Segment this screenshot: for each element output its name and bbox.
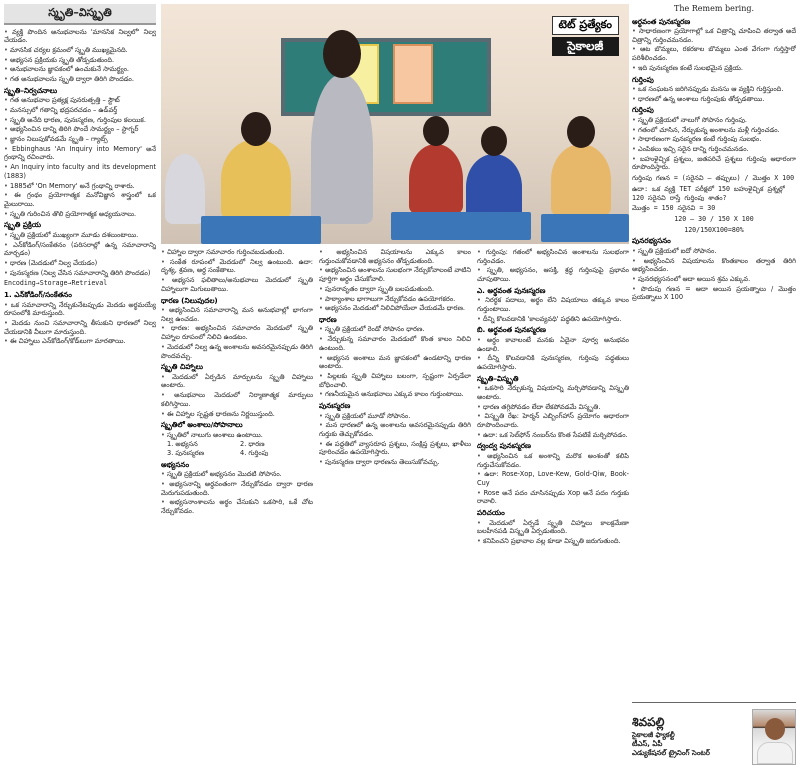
paragraph: • సంకేత రూపంలో మెదడులో నిల్వ ఉంటుంది. ఉదా: దృశ్య, శ్రవణ, అర్థ సంకేతాలు. bbox=[161, 258, 313, 275]
section-heading: 1. ఎన్‌కోడింగ్/సంకేతనం bbox=[4, 290, 72, 300]
middle-column-1 bbox=[161, 248, 313, 770]
paragraph: • పాఠ్యాంశాల భాగాలుగా నేర్చుకోవడం ఉపయోగకరం. bbox=[319, 295, 471, 304]
paragraph: • అనుభవాలను జ్ఞాపకంలో ఉంచుకునే సామర్థ్యం. bbox=[4, 65, 156, 74]
paragraph: • ఎంపికలు ఇచ్చి సరైన దాన్ని గుర్తించమనడం. bbox=[632, 145, 796, 154]
paragraph: • మెదడు నుంచి సమాచారాన్ని తీసుకుని ధారణలో నిల్వ చేయడానికి వీలుగా మారుస్తుంది. bbox=[4, 319, 156, 336]
paragraph: • ఈ చిహ్నాల స్పష్టత ధారణను నిర్ణయిస్తుంది. bbox=[161, 410, 313, 419]
paragraph: • స్మృతిలో నాలుగు అంశాలు ఉంటాయి. bbox=[161, 431, 313, 440]
section-heading: పరిచయం bbox=[477, 508, 505, 518]
paragraph: • ధారణ: అభ్యసించిన సమాచారం మెదడులో స్మృతి చిహ్నాల రూపంలో నిలిచి ఉండటం. bbox=[161, 324, 313, 341]
paragraph: • చిహ్నాల ద్వారా సమాచారం గుర్తించబడుతుంది. bbox=[161, 248, 313, 257]
paragraph: • స్మృతి గురించిన తొలి ప్రయోగాత్మక అధ్యయనాలు. bbox=[4, 210, 156, 219]
desk bbox=[201, 216, 321, 244]
paragraph: • మన ధారణలో ఉన్న అంశాలను అవసరమైనప్పుడు తిరిగి గుర్తుకు తెచ్చుకోవడం. bbox=[319, 421, 471, 438]
paragraph: • మెదడులో ఏర్పడే స్మృతి చిహ్నాలు కాలక్రమేణా బలహీనపడి విస్మృతి ఏర్పడుతుంది. bbox=[477, 519, 629, 536]
author-role: సైకాలజీ ఫ్యాకల్టీ bbox=[632, 730, 675, 739]
section-heading: ద్వంద్వ పునఃస్మరణ bbox=[477, 441, 531, 451]
paragraph: • పొదుపు గణన = ఆదా అయిన ప్రయత్నాలు / మొత్తం ప్రయత్నాలు X 100 bbox=[632, 285, 796, 302]
section-heading: స్మృతి చిహ్నాలు bbox=[161, 362, 204, 372]
paragraph: • అభ్యసించిన విషయాలను ఎక్కువ కాలం గుర్తుంచుకోవడానికి అభ్యసనం తోడ్పడుతుంది. bbox=[319, 248, 471, 265]
student-head bbox=[241, 112, 271, 146]
definitions-list bbox=[4, 96, 156, 218]
paragraph: • ఎన్‌కోడింగ్/సంకేతనం (పరిసరాల్లో ఉన్న సమాచారాన్ని మార్చడం) bbox=[4, 241, 156, 258]
student-figure bbox=[409, 144, 463, 214]
paragraph: • ఉదా: ఒక సెల్‌ఫోన్ నంబర్‌ను కొంత సేపటికే మర్చిపోవడం. bbox=[477, 431, 629, 440]
paragraph: • దీన్ని కొలవడానికి పునఃస్మరణ, గుర్తింపు పద్ధతులు ఉపయోగిస్తారు. bbox=[477, 354, 629, 371]
formula-line: 120/150X100=80% bbox=[684, 225, 744, 234]
section-heading: ధారణ bbox=[319, 314, 337, 324]
paragraph: • ఈ గ్రంథం ప్రయోగాత్మక మనోవిజ్ఞాన శాస్త్రంలో ఒక మైలురాయి. bbox=[4, 191, 156, 208]
step-item: 2. ధారణ bbox=[240, 440, 265, 449]
formula-line: ఉదా: ఒక వ్యక్తి TET పరీక్షలో 150 బహుళైచ్ఛిక ప్రశ్నల్లో 120 సరైనవి రాస్తే గుర్తింపు శాతం? bbox=[632, 184, 785, 202]
paragraph: • మెదడులో ఏర్పడిన మార్పులను స్మృతి చిహ్నాలు అంటారు. bbox=[161, 373, 313, 390]
topic-tag bbox=[552, 16, 620, 56]
encoding-list bbox=[4, 301, 156, 347]
paragraph: • సాధారణంగా పునఃస్మరణ కంటే గుర్తింపు సులభం. bbox=[632, 135, 796, 144]
paragraph: • నేర్చుకున్న సమాచారం మెదడులో కొంత కాలం నిలిచి ఉంటుంది. bbox=[319, 335, 471, 352]
classroom-photo bbox=[161, 4, 629, 244]
middle-column-3 bbox=[477, 248, 629, 770]
step-item: 4. గుర్తింపు bbox=[240, 449, 269, 458]
section-heading: స్మృతి ప్రక్రియ bbox=[4, 220, 42, 230]
paragraph: • పునరావృతం ద్వారా స్మృతి బలపడుతుంది. bbox=[319, 285, 471, 294]
process-list bbox=[4, 231, 156, 278]
paragraph: • ధారణలో ఉన్న అంశాలు గుర్తింపుకు తోడ్పడతాయి. bbox=[632, 95, 796, 104]
author-shirt bbox=[757, 742, 793, 764]
paragraph: • పునరభ్యసనంలో ఆదా అయిన శ్రమ ఎక్కువ. bbox=[632, 275, 796, 284]
paragraph: • స్మృతి ప్రక్రియలో ముఖ్యంగా మూడు దశలుంటాయి. bbox=[4, 231, 156, 240]
section-heading: బి. అర్థవంత పునఃస్మరణ bbox=[477, 325, 546, 335]
paragraph: • Ebbinghaus 'An Inquiry into Memory' అనే గ్రంథాన్ని రచించారు. bbox=[4, 145, 156, 162]
paragraph: • ఒకసారి నేర్చుకున్న విషయాన్ని మర్చిపోవడాన్ని విస్మృతి అంటారు. bbox=[477, 384, 629, 401]
paragraph: • గతంలో చూసిన, నేర్చుకున్న అంశాలను మళ్లీ గుర్తించడం. bbox=[632, 126, 796, 135]
paragraph: • అభ్యసనాన్ని అర్థవంతంగా నేర్చుకోవడం ద్వారా ధారణ మెరుగుపడుతుంది. bbox=[161, 480, 313, 497]
paragraph: • అర్థం కావాలంటే మనకు ఏదైనా పూర్వ అనుభవం ఉండాలి. bbox=[477, 336, 629, 353]
author-name: శివపల్లి bbox=[632, 714, 665, 729]
paragraph: • బహుళైచ్ఛిక ప్రశ్నలు, జతపరిచే ప్రశ్నలు గుర్తింపు ఆధారంగా రూపొందిస్తారు. bbox=[632, 155, 796, 172]
section-heading: స్మృతి–విస్మృతి bbox=[477, 373, 519, 383]
paragraph: • అభ్యసనాంశాలను అర్థం చేసుకుని ఒకసారి, ఒకే చోట నేర్చుకోవడం. bbox=[161, 498, 313, 515]
section-heading: స్మృతి–నిర్వచనాలు bbox=[4, 85, 58, 95]
process-formula: Encoding→Storage→Retrieval bbox=[4, 279, 108, 288]
paragraph: • దీన్ని కొలవడానికి 'కాలవ్యవధి' పద్ధతిని ఉపయోగిస్తారు. bbox=[477, 315, 629, 324]
author-info bbox=[632, 715, 748, 758]
paragraph: • కనిపించని ప్రభావాల వల్ల కూడా విస్మృతి జరుగుతుంది. bbox=[477, 537, 629, 546]
middle-columns bbox=[161, 248, 629, 770]
right-column bbox=[632, 4, 796, 770]
paragraph: • అభ్యసించిన విషయాలను కొంతకాలం తర్వాత తిరిగి అభ్యసించడం. bbox=[632, 257, 796, 274]
teacher-head bbox=[323, 30, 361, 78]
teacher-figure bbox=[311, 74, 373, 224]
paragraph: • ఈ పద్ధతిలో వ్యాసరూప ప్రశ్నలు, సంక్షిప్త ప్రశ్నలు, ఖాళీలు పూరించడం ఉపయోగిస్తారు. bbox=[319, 440, 471, 457]
paragraph: • వ్యక్తి పొందిన అనుభవాలను 'మానసిక నిల్వలో' నిల్వ చేయడం. bbox=[4, 28, 156, 45]
masthead-text: The Remem bering. bbox=[673, 4, 755, 13]
student-figure bbox=[466, 154, 522, 220]
paragraph: • 1885లో 'On Memory' అనే గ్రంథాన్ని రాశారు. bbox=[4, 182, 156, 191]
paragraph: • ఒక సంఘటన జరిగినప్పుడు మనసు ఆ వ్యక్తిని గుర్తిస్తుంది. bbox=[632, 85, 796, 94]
paragraph: • మెదడులో నిల్వ ఉన్న అంశాలను అవసరమైనప్పుడు తిరిగి పొందవచ్చు. bbox=[161, 343, 313, 360]
paragraph: • స్మృతి ప్రక్రియలో అభ్యసనం మొదటి సోపానం. bbox=[161, 470, 313, 479]
paragraph: • ఒక సమాచారాన్ని నేర్చుకునేటప్పుడు మెదడు అర్థమయ్యే రూపంలోకి మారుస్తుంది. bbox=[4, 301, 156, 318]
section-heading: గుర్తింపు bbox=[632, 105, 654, 115]
steps-list bbox=[167, 440, 313, 457]
paragraph: • An Inquiry into faculty and its development (1883) bbox=[4, 163, 156, 180]
author-photo bbox=[752, 709, 796, 765]
paragraph: • అభ్యసన అంశాలు మన జ్ఞాపకంలో ఉండటాన్ని ధారణ అంటారు. bbox=[319, 354, 471, 371]
step-item: 1. అభ్యసన bbox=[167, 440, 198, 449]
step-item: 3. పునఃస్మరణ bbox=[167, 449, 205, 458]
paragraph: • ఉదా: Rose-Xop, Love-Kew, Gold-Qiw, Book-Cuy bbox=[477, 470, 629, 487]
paragraph: • అభ్యసన ఫలితాలు/అనుభవాలు మెదడులో స్మృతి చిహ్నాలుగా మిగులుతాయి. bbox=[161, 276, 313, 293]
paragraph: • మానసిక చర్యల క్రమంలో స్మృతి ముఖ్యమైనది. bbox=[4, 46, 156, 55]
paragraph: • అభ్యసించిన సమాచారాన్ని మన అనుభవాల్లో భాగంగా నిల్వ ఉంచడం. bbox=[161, 306, 313, 323]
section-heading: స్మృతిలో అంశాలు/సోపానాలు bbox=[161, 420, 243, 430]
intro-list bbox=[4, 28, 156, 84]
student-head bbox=[567, 116, 595, 148]
tag-subject: సైకాలజీ bbox=[552, 37, 620, 57]
paragraph: • అనుభవాలు మెదడులో నిర్మాణాత్మక మార్పులు కలిగిస్తాయి. bbox=[161, 391, 313, 408]
paragraph: • స్మృతి అనేది ధారణ, పునఃస్మరణ, గుర్తింపుల కలయిక. bbox=[4, 116, 156, 125]
paragraph: • స్మృతి ప్రక్రియలో మూడో సోపానం. bbox=[319, 412, 471, 421]
paragraph: • స్మృతి ప్రక్రియలో నాలుగో సోపానం గుర్తింపు. bbox=[632, 116, 796, 125]
student-figure bbox=[221, 139, 291, 219]
blackboard bbox=[281, 38, 491, 116]
paragraph: • పిల్లలకు స్మృతి చిహ్నాలు బలంగా, స్పష్టంగా ఏర్పడేలా బోధించాలి. bbox=[319, 372, 471, 389]
student-figure bbox=[551, 144, 611, 216]
left-column bbox=[4, 4, 156, 770]
paragraph: • గుర్తింపు: గతంలో అభ్యసించిన అంశాలను సులభంగా గుర్తించడం. bbox=[477, 248, 629, 265]
paragraph: • ఈ చిహ్నాలు ఎన్‌కోడింగ్/కోడ్‌లుగా మారతాయి. bbox=[4, 337, 156, 346]
middle-column-2 bbox=[319, 248, 471, 770]
paragraph: • ధారణ (మెదడులో నిల్వ చేయడం) bbox=[4, 259, 156, 268]
section-heading: పునఃస్మరణ bbox=[319, 401, 351, 411]
paragraph: • అభ్యసన ప్రక్రియకు స్మృతి తోడ్పడుతుంది. bbox=[4, 56, 156, 65]
author-box bbox=[632, 702, 796, 770]
author-face bbox=[765, 718, 785, 740]
formula-line: మొత్తం = 150 సరైనవి = 30 bbox=[632, 204, 716, 213]
paragraph: • స్మృతి ప్రక్రియలో ఐదో సోపానం. bbox=[632, 247, 796, 256]
tag-special: టెట్ ప్రత్యేకం bbox=[552, 16, 620, 35]
paragraph: • సాధారణంగా ప్రయోగాల్లో ఒక చిత్రాన్ని చూపించి తర్వాత అదే చిత్రాన్ని గుర్తించమనడం. bbox=[632, 27, 796, 44]
student-head bbox=[423, 116, 449, 146]
paragraph: • అభ్యసనం మెదడులో నిలిచిపోయేలా చేయడమే ధారణ. bbox=[319, 304, 471, 313]
paragraph: • పునఃస్మరణ ద్వారా ధారణను తెలుసుకోవచ్చు. bbox=[319, 458, 471, 467]
paragraph: • గత అనుభవాలను స్మృతి ద్వారా తిరిగి పొందడం. bbox=[4, 75, 156, 84]
paragraph: • ధారణ తగ్గిపోవడం లేదా లేకపోవడమే విస్మృతి. bbox=[477, 403, 629, 412]
section-heading: పునరభ్యసనం bbox=[632, 236, 671, 246]
paragraph: • అభ్యసించిన అంశాలను సులభంగా నేర్చుకోవాలంటే వాటిని పూర్తిగా అర్థం చేసుకోవాలి. bbox=[319, 266, 471, 283]
section-heading: ధారణ (నిలుపుదల) bbox=[161, 295, 218, 305]
paragraph: • అభ్యసించిన దాన్ని తిరిగి పొందే సామర్థ్యం – స్టాగ్నర్ bbox=[4, 125, 156, 134]
paragraph: • స్మృతి, అభ్యసనం, ఆసక్తి, శ్రద్ధ గుర్తింపుపై ప్రభావం చూపుతాయి. bbox=[477, 266, 629, 283]
poster bbox=[393, 44, 433, 104]
paragraph: • స్మృతి ప్రక్రియలో రెండో సోపానం ధారణ. bbox=[319, 325, 471, 334]
section-box-title: స్మృతి–విస్మృతి bbox=[4, 4, 156, 25]
desk bbox=[541, 214, 629, 242]
paragraph: • గణనీయమైన అనుభవాలు ఎక్కువ కాలం గుర్తుంటాయి. bbox=[319, 390, 471, 399]
author-role: ఎడ్యుకేషనల్ ట్రైనింగ్ సెంటర్ bbox=[632, 748, 710, 757]
author-role: టీఎస్, ఏపీ bbox=[632, 739, 663, 748]
paragraph: • జ్ఞానం నిలుపుకోవడమే స్మృతి – గ్యాట్స్ bbox=[4, 135, 156, 144]
paragraph: • Rose అనే పదం చూసినప్పుడు Xop అనే పదం గుర్తుకు రావాలి. bbox=[477, 489, 629, 506]
paragraph: • విస్మృతి రేఖ: హెర్మన్ ఎబ్బింగ్‌హాస్ ప్రయోగం ఆధారంగా రూపొందించారు. bbox=[477, 412, 629, 429]
desk bbox=[391, 212, 531, 240]
paragraph: • ఆట బొమ్మలు, రకరకాల బొమ్మలు ఎంత వేగంగా గుర్తిస్తారో పరిశీలించడం. bbox=[632, 45, 796, 62]
paragraph: • నిరర్థక పదాలు, అర్థం లేని విషయాలు తక్కువ కాలం గుర్తుంటాయి. bbox=[477, 296, 629, 313]
paragraph: • పునఃస్మరణ (నిల్వ చేసిన సమాచారాన్ని తిరిగి పొందడం) bbox=[4, 269, 156, 278]
formula-line: 120 – 30 / 150 X 100 bbox=[674, 215, 754, 223]
paragraph: • గత అనుభవాల ప్రత్యక్ష పునరుత్పత్తి – స్టౌట్ bbox=[4, 96, 156, 105]
paragraph: • ఇది పునఃస్మరణ కంటే సులభమైన ప్రక్రియ. bbox=[632, 64, 796, 73]
section-heading: అభ్యసనం bbox=[161, 459, 190, 469]
student-head bbox=[481, 126, 507, 156]
formula-line: గుర్తింపు గణన = (సరైనవి – తప్పులు) / మొత్తం X 100 bbox=[632, 174, 795, 183]
section-heading: గుర్తింపు bbox=[632, 74, 654, 84]
paragraph: • మనస్సులో గతాన్ని భద్రపరచడం – ఉడ్‌వర్త్ bbox=[4, 106, 156, 115]
paragraph: • అభ్యసించిన ఒక అంశాన్ని మరొక అంశంతో కలిపి గుర్తుచేసుకోవడం. bbox=[477, 452, 629, 469]
section-heading: ఎ. అర్థవంత పునఃస్మరణ bbox=[477, 285, 546, 295]
section-heading: అర్థవంత పునఃస్మరణ bbox=[632, 16, 691, 26]
student-figure bbox=[165, 154, 205, 224]
